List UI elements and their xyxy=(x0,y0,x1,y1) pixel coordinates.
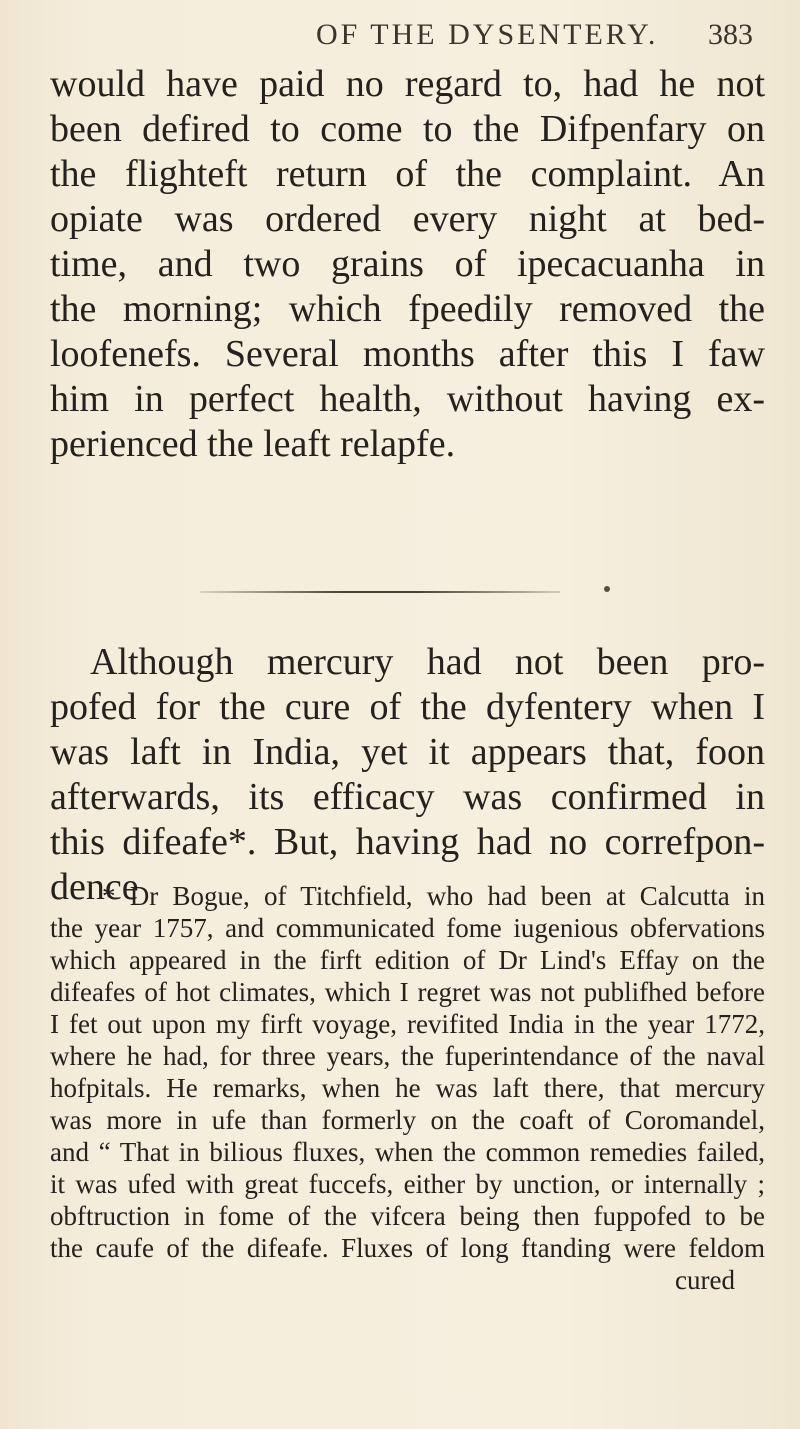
footnote-line: difeafes of hot climates, which I regret was not publifhed before xyxy=(50,977,765,1007)
footnote-line: where he had, for three years, the fuperintendance of the naval xyxy=(50,1041,765,1071)
footnote-line: the year 1757, and communicated fome iugenious obfervations xyxy=(50,913,765,943)
text-line: pofed for the cure of the dyfentery when I xyxy=(50,686,765,728)
footnote-line: obftruction in fome of the vifcera being then fuppofed to be xyxy=(50,1201,765,1231)
text-line: afterwards, its efficacy was confirmed in xyxy=(50,776,765,818)
footnote-line: it was ufed with great fuccefs, either by unction, or internally ; xyxy=(50,1169,765,1199)
text-line: would have paid no regard to, had he not xyxy=(50,63,765,105)
page-number: 383 xyxy=(708,18,753,51)
footnote-line: I fet out upon my firft voyage, revifited India in the year 1772, xyxy=(50,1009,765,1039)
paragraph-2 xyxy=(50,640,765,910)
footnote-line: was more in ufe than formerly on the coaft of Coromandel, xyxy=(50,1105,765,1135)
footnote-line: the caufe of the difeafe. Fluxes of long ftanding were feldom xyxy=(50,1233,765,1263)
text-line: was laft in India, yet it appears that, foon xyxy=(50,731,765,773)
text-line: the morning; which fpeedily removed the xyxy=(50,288,765,330)
footnote-catchword: cured xyxy=(675,1265,735,1295)
footnote-line: and “ That in bilious fluxes, when the common remedies failed, xyxy=(50,1137,765,1167)
catchword: dence xyxy=(50,866,139,908)
footnote-line: hofpitals. He remarks, when he was laft there, that mercury xyxy=(50,1073,765,1103)
text-line: Although mercury had not been pro- xyxy=(90,641,765,683)
running-head xyxy=(0,18,800,58)
paragraph-1 xyxy=(50,62,765,467)
text-line: the flighteft return of the complaint. An xyxy=(50,153,765,195)
text-line: time, and two grains of ipecacuanha in xyxy=(50,243,765,285)
text-line: been defired to come to the Difpenfary on xyxy=(50,108,765,150)
text-line: him in perfect health, without having ex- xyxy=(50,378,765,420)
text-line: opiate was ordered every night at bed- xyxy=(50,198,765,240)
divider-ornament xyxy=(604,586,610,592)
text-line: loofenefs. Several months after this I faw xyxy=(50,333,765,375)
footnote xyxy=(50,880,765,1296)
section-divider xyxy=(200,591,560,593)
running-head-title: OF THE DYSENTERY. xyxy=(316,18,659,51)
footnote-line: * Dr Bogue, of Titchfield, who had been at Calcutta in xyxy=(102,881,765,911)
text-line: this difeafe*. But, having had no correfpon- xyxy=(50,821,765,863)
text-line: perienced the leaft relapfe. xyxy=(50,423,456,465)
footnote-line: which appeared in the firft edition of Dr Lind's Effay on the xyxy=(50,945,765,975)
